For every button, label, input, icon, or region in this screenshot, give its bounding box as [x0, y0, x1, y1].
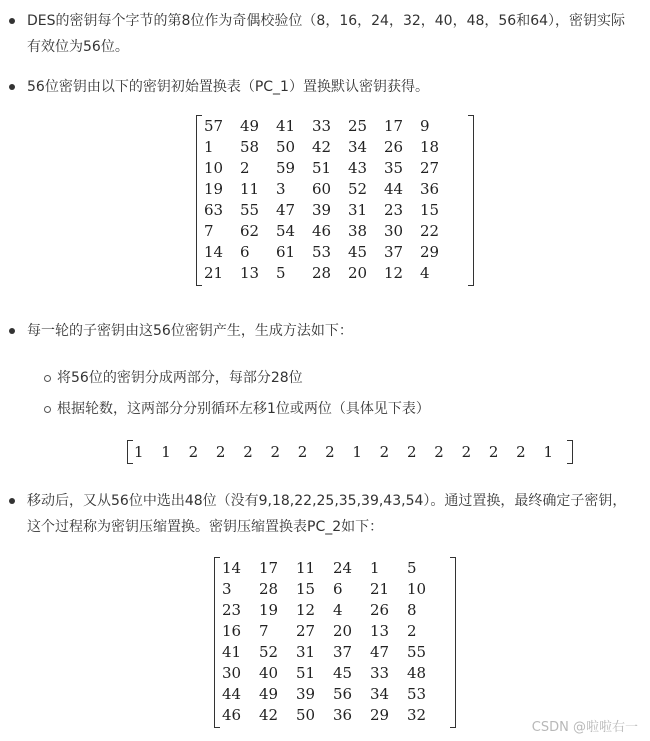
matrix-cell: 5	[276, 264, 286, 282]
matrix-row	[204, 242, 456, 263]
matrix-cell: 2	[379, 443, 390, 461]
matrix-row	[204, 221, 456, 242]
matrix-cell: 33	[312, 117, 332, 135]
sub-bullet-circle	[44, 375, 51, 382]
bullet-dot	[9, 84, 15, 90]
matrix-cell: 33	[370, 664, 390, 682]
matrix-cell: 45	[348, 243, 368, 261]
matrix-cell: 2	[270, 443, 281, 461]
matrix-row	[222, 663, 444, 684]
matrix-right-bracket	[450, 557, 456, 728]
matrix-cell: 11	[296, 559, 316, 577]
matrix-cell: 53	[312, 243, 332, 261]
matrix-cell: 29	[370, 706, 390, 724]
matrix-cell: 2	[488, 443, 499, 461]
matrix-cell: 1	[352, 443, 362, 461]
matrix-cell: 21	[204, 264, 224, 282]
matrix-cell: 36	[333, 706, 353, 724]
matrix-cell: 2	[243, 443, 253, 461]
paragraph-pc2-intro	[27, 488, 639, 540]
matrix-cell: 52	[259, 643, 279, 661]
matrix-cell: 38	[348, 222, 368, 240]
matrix-cell: 6	[333, 580, 343, 598]
matrix-cell: 28	[259, 580, 279, 598]
matrix-cell: 14	[204, 243, 224, 261]
matrix-cell: 48	[407, 664, 427, 682]
matrix-cell: 1	[134, 443, 144, 461]
bullet-dot	[9, 328, 15, 334]
matrix-cell: 56	[333, 685, 353, 703]
matrix-cell: 5	[407, 559, 417, 577]
matrix-cell: 37	[333, 643, 353, 661]
matrix-cell: 1	[204, 138, 214, 156]
matrix-cell: 3	[222, 580, 232, 598]
matrix-cell: 2	[407, 622, 417, 640]
pc2-table	[222, 558, 444, 726]
matrix-cell: 2	[516, 443, 526, 461]
matrix-cell: 45	[333, 664, 353, 682]
matrix-row	[222, 642, 444, 663]
matrix-cell: 39	[296, 685, 316, 703]
matrix-cell: 12	[296, 601, 316, 619]
matrix-cell: 41	[222, 643, 242, 661]
matrix-cell: 54	[276, 222, 296, 240]
matrix-cell: 8	[407, 601, 417, 619]
matrix-cell: 46	[222, 706, 242, 724]
matrix-cell: 44	[384, 180, 404, 198]
matrix-cell: 2	[461, 443, 472, 461]
pc2-matrix	[214, 557, 456, 728]
matrix-row	[204, 158, 456, 179]
paragraph-subkey-intro	[27, 318, 639, 344]
paragraph-line: 有效位为56位。	[27, 39, 129, 55]
matrix-cell: 51	[312, 159, 332, 177]
matrix-cell: 13	[370, 622, 390, 640]
matrix-cell: 24	[333, 559, 353, 577]
matrix-row	[134, 441, 571, 463]
bullet-dot	[9, 498, 15, 504]
matrix-row	[204, 137, 456, 158]
matrix-cell: 51	[296, 664, 316, 682]
matrix-cell: 10	[204, 159, 224, 177]
matrix-row	[222, 558, 444, 579]
matrix-cell: 15	[420, 201, 440, 219]
pc1-matrix	[196, 115, 474, 286]
shift-table	[134, 441, 571, 463]
matrix-cell: 21	[370, 580, 390, 598]
matrix-cell: 23	[222, 601, 242, 619]
matrix-cell: 2	[297, 443, 308, 461]
matrix-row	[222, 684, 444, 705]
matrix-cell: 34	[348, 138, 368, 156]
matrix-row	[222, 621, 444, 642]
matrix-row	[222, 579, 444, 600]
matrix-cell: 47	[370, 643, 390, 661]
matrix-left-bracket	[196, 115, 202, 286]
matrix-cell: 43	[348, 159, 368, 177]
matrix-cell: 46	[312, 222, 332, 240]
matrix-cell: 14	[222, 559, 242, 577]
matrix-row	[204, 116, 456, 137]
matrix-cell: 19	[259, 601, 279, 619]
matrix-cell: 61	[276, 243, 296, 261]
matrix-cell: 7	[204, 222, 214, 240]
matrix-cell: 58	[240, 138, 260, 156]
matrix-cell: 57	[204, 117, 224, 135]
matrix-cell: 1	[543, 443, 553, 461]
matrix-cell: 16	[222, 622, 242, 640]
matrix-cell: 27	[420, 159, 440, 177]
matrix-cell: 42	[259, 706, 279, 724]
matrix-cell: 60	[312, 180, 332, 198]
matrix-cell: 12	[384, 264, 404, 282]
matrix-cell: 47	[276, 201, 296, 219]
matrix-cell: 34	[370, 685, 390, 703]
matrix-left-bracket	[214, 557, 220, 728]
watermark: CSDN @啦啦右一	[531, 720, 638, 735]
matrix-cell: 26	[370, 601, 390, 619]
matrix-row	[222, 600, 444, 621]
matrix-cell: 26	[384, 138, 404, 156]
matrix-cell: 20	[333, 622, 353, 640]
paragraph-line: DES的密钥每个字节的第8位作为奇偶校验位（8，16，24，32，40，48，56和64），密钥实际	[27, 13, 626, 29]
matrix-cell: 1	[161, 443, 171, 461]
matrix-cell: 50	[276, 138, 296, 156]
matrix-cell: 63	[204, 201, 224, 219]
matrix-cell: 19	[204, 180, 224, 198]
paragraph-parity-bits	[27, 8, 639, 60]
matrix-cell: 52	[348, 180, 368, 198]
matrix-cell: 42	[312, 138, 332, 156]
paragraph-pc1-intro	[27, 74, 639, 100]
paragraph-line: 56位密钥由以下的密钥初始置换表（PC_1）置换默认密钥获得。	[27, 79, 429, 95]
matrix-cell: 9	[420, 117, 430, 135]
matrix-cell: 36	[420, 180, 440, 198]
matrix-cell: 4	[420, 264, 430, 282]
matrix-cell: 37	[384, 243, 404, 261]
matrix-row	[204, 263, 456, 284]
matrix-cell: 30	[384, 222, 404, 240]
matrix-cell: 7	[259, 622, 269, 640]
matrix-cell: 2	[240, 159, 250, 177]
matrix-right-bracket	[468, 115, 474, 286]
matrix-cell: 11	[240, 180, 260, 198]
pc1-table	[204, 116, 456, 284]
sub-bullet-circle	[44, 406, 51, 413]
matrix-cell: 53	[407, 685, 427, 703]
matrix-cell: 17	[384, 117, 404, 135]
matrix-row	[204, 200, 456, 221]
paragraph-line: 每一轮的子密钥由这56位密钥产生，生成方法如下：	[27, 323, 353, 339]
matrix-cell: 2	[406, 443, 417, 461]
matrix-cell: 25	[348, 117, 368, 135]
matrix-cell: 13	[240, 264, 260, 282]
matrix-cell: 50	[296, 706, 316, 724]
vector-left-bracket	[127, 440, 133, 464]
matrix-cell: 30	[222, 664, 242, 682]
matrix-cell: 2	[215, 443, 226, 461]
matrix-cell: 2	[434, 443, 444, 461]
matrix-cell: 3	[276, 180, 286, 198]
matrix-cell: 28	[312, 264, 332, 282]
matrix-row	[204, 179, 456, 200]
matrix-cell: 39	[312, 201, 332, 219]
matrix-cell: 17	[259, 559, 279, 577]
matrix-cell: 44	[222, 685, 242, 703]
matrix-cell: 31	[296, 643, 316, 661]
bullet-dot	[9, 18, 15, 24]
matrix-cell: 6	[240, 243, 250, 261]
matrix-cell: 35	[384, 159, 404, 177]
matrix-cell: 55	[407, 643, 427, 661]
matrix-cell: 32	[407, 706, 427, 724]
matrix-cell: 2	[325, 443, 335, 461]
matrix-cell: 31	[348, 201, 368, 219]
shift-schedule-vector	[127, 440, 573, 464]
matrix-cell: 59	[276, 159, 296, 177]
matrix-cell: 18	[420, 138, 440, 156]
matrix-cell: 27	[296, 622, 316, 640]
matrix-cell: 49	[259, 685, 279, 703]
matrix-cell: 22	[420, 222, 440, 240]
matrix-cell: 4	[333, 601, 343, 619]
paragraph-line: 移动后，又从56位中选出48位（没有9,18,22,25,35,39,43,54）。通过置换，最终确定子密钥，	[27, 493, 627, 509]
paragraph-line: 这个过程称为密钥压缩置换。密钥压缩置换表PC_2如下：	[27, 519, 384, 535]
matrix-cell: 2	[188, 443, 199, 461]
matrix-cell: 49	[240, 117, 260, 135]
matrix-cell: 15	[296, 580, 316, 598]
matrix-cell: 41	[276, 117, 296, 135]
matrix-cell: 10	[407, 580, 427, 598]
matrix-row	[222, 705, 444, 726]
matrix-cell: 29	[420, 243, 440, 261]
sub-item-split: 将56位的密钥分成两部分，每部分28位	[57, 370, 303, 386]
matrix-cell: 1	[370, 559, 380, 577]
matrix-cell: 23	[384, 201, 404, 219]
matrix-cell: 55	[240, 201, 260, 219]
matrix-cell: 40	[259, 664, 279, 682]
matrix-cell: 20	[348, 264, 368, 282]
matrix-cell: 62	[240, 222, 260, 240]
sub-item-rotate: 根据轮数，这两部分分别循环左移1位或两位（具体见下表）	[57, 401, 430, 417]
